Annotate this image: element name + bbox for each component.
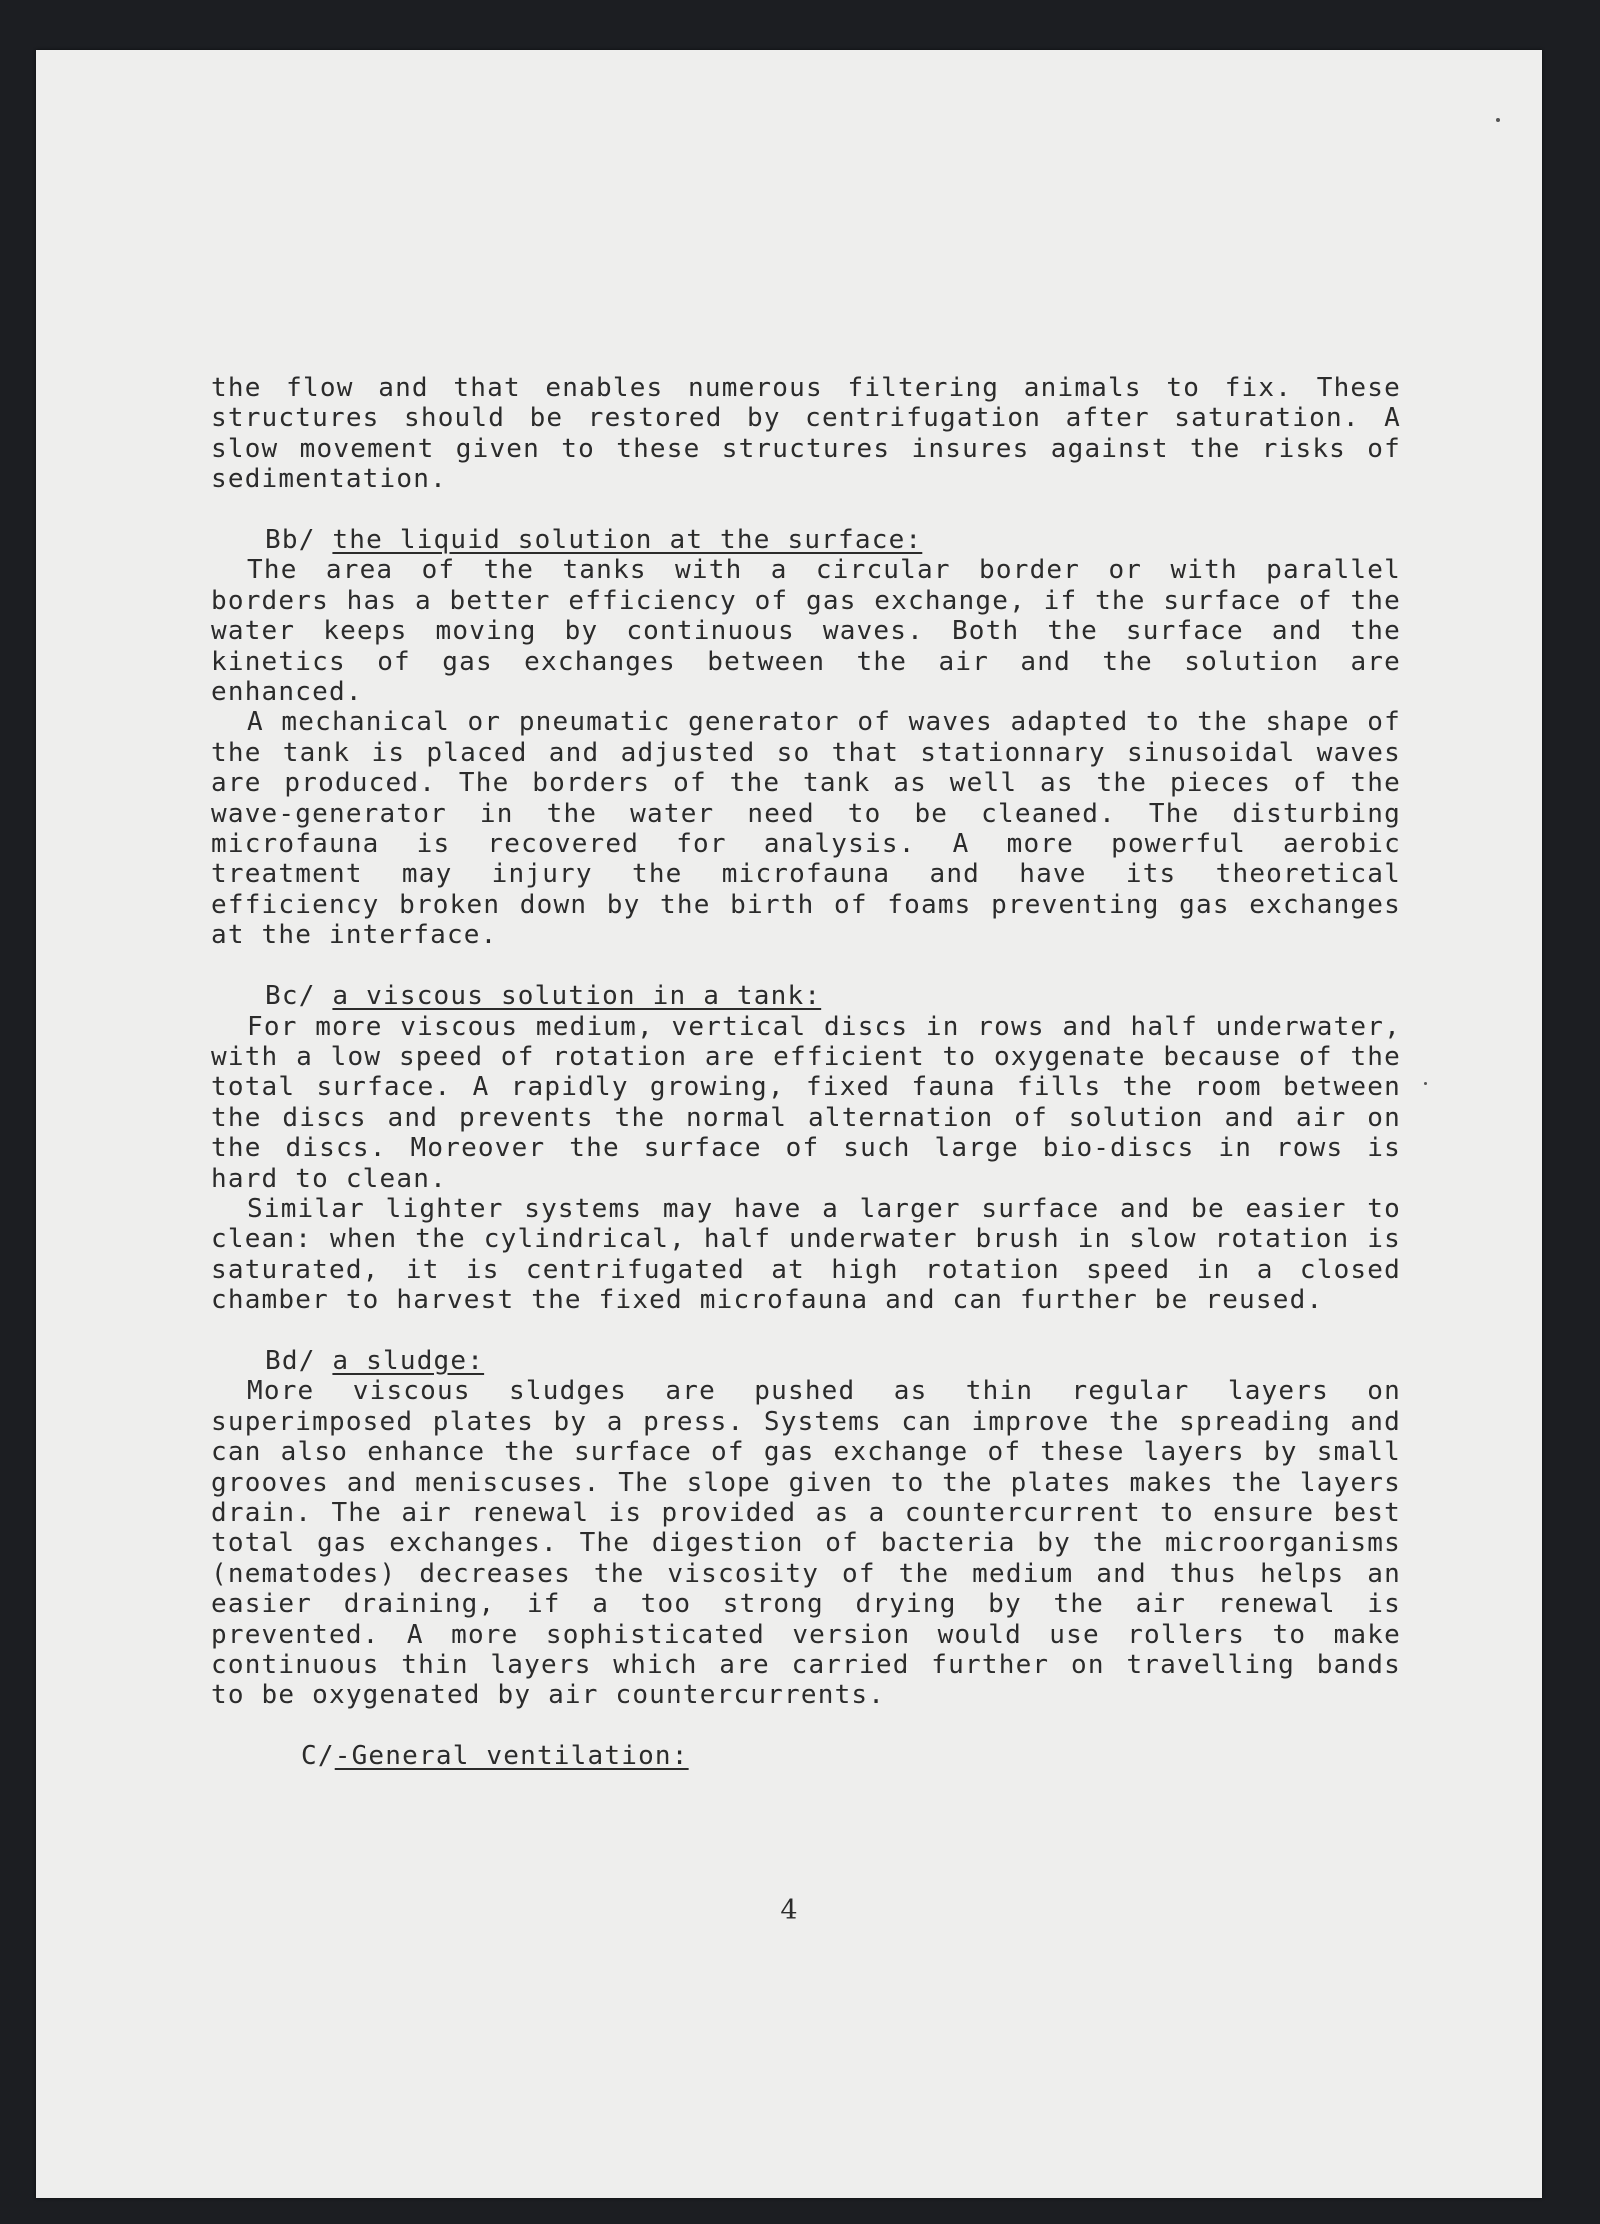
section-title: a sludge: (332, 1345, 485, 1376)
paragraph: More viscous sludges are pushed as thin regular layers on superimposed plates by a press. Systems can improve the spreading and can also enhance the surface of gas exchange of these layers by small grooves and meniscuses. The slope given to the plates makes the layers drain. The air renewal is provided as a countercurrent to ensure best total gas exchanges. The digestion of bacteria by the microorganisms (nematodes) decreases the viscosity of the medium and thus helps an easier draining, if a too strong drying by the air renewal is prevented. A more sophisticated version would use rollers to make continuous thin layers which are carried further on travelling bands to be oxygenated by air countercurrents. (211, 1376, 1401, 1711)
paper-speck (1424, 1082, 1427, 1085)
paragraph: Similar lighter systems may have a larger surface and be easier to clean: when the cylindrical, half underwater brush in slow rotation is saturated, it is centrifugated at high rotation speed in a closed chamber to harvest the fixed microfauna and can further be reused. (211, 1193, 1401, 1316)
section-label: C/ (301, 1741, 335, 1772)
section-heading (211, 1346, 1401, 1376)
paragraph-gap (211, 951, 1401, 981)
paper-speck (1496, 118, 1500, 122)
section-title: a viscous solution in a tank: (332, 981, 822, 1012)
paragraph: The area of the tanks with a circular border or with parallel borders has a better efficiency of gas exchange, if the surface of the water keeps moving by continuous waves. Both the surface and the kinetics of gas exchanges between the air and the solution are enhanced. (211, 555, 1401, 708)
section-label: Bc/ (265, 981, 333, 1012)
page-number: 4 (780, 1895, 798, 1926)
document-body (211, 373, 1401, 1772)
section-title: -General ventilation: (334, 1741, 689, 1772)
paragraph-gap (211, 1316, 1401, 1346)
section-label: Bd/ (265, 1345, 333, 1376)
section-heading (211, 981, 1401, 1011)
section-title: the liquid solution at the surface: (332, 525, 923, 556)
paragraph-gap (211, 1711, 1401, 1741)
paragraph: For more viscous medium, vertical discs in rows and half underwater, with a low speed of rotation are efficient to oxygenate because of the total surface. A rapidly growing, fixed fauna fills the room between the discs and prevents the normal alternation of solution and air on the discs. Moreover the surface of such large bio-discs in rows is hard to clean. (211, 1011, 1401, 1194)
paragraph: A mechanical or pneumatic generator of waves adapted to the shape of the tank is placed and adjusted so that stationnary sinusoidal waves are produced. The borders of the tank as well as the pieces of the wave-generator in the water need to be cleaned. The disturbing microfauna is recovered for analysis. A more powerful aerobic treatment may injury the microfauna and have its theoretical efficiency broken down by the birth of foams preventing gas exchanges at the interface. (211, 707, 1401, 951)
paragraph-gap (211, 495, 1401, 525)
document-page (36, 50, 1542, 2198)
paragraph: the flow and that enables numerous filtering animals to fix. These structures should be restored by centrifugation after saturation. A slow movement given to these structures insures against the risks of sedimentation. (211, 373, 1401, 495)
section-heading (211, 1741, 1401, 1771)
section-label: Bb/ (265, 525, 333, 556)
section-heading (211, 525, 1401, 555)
